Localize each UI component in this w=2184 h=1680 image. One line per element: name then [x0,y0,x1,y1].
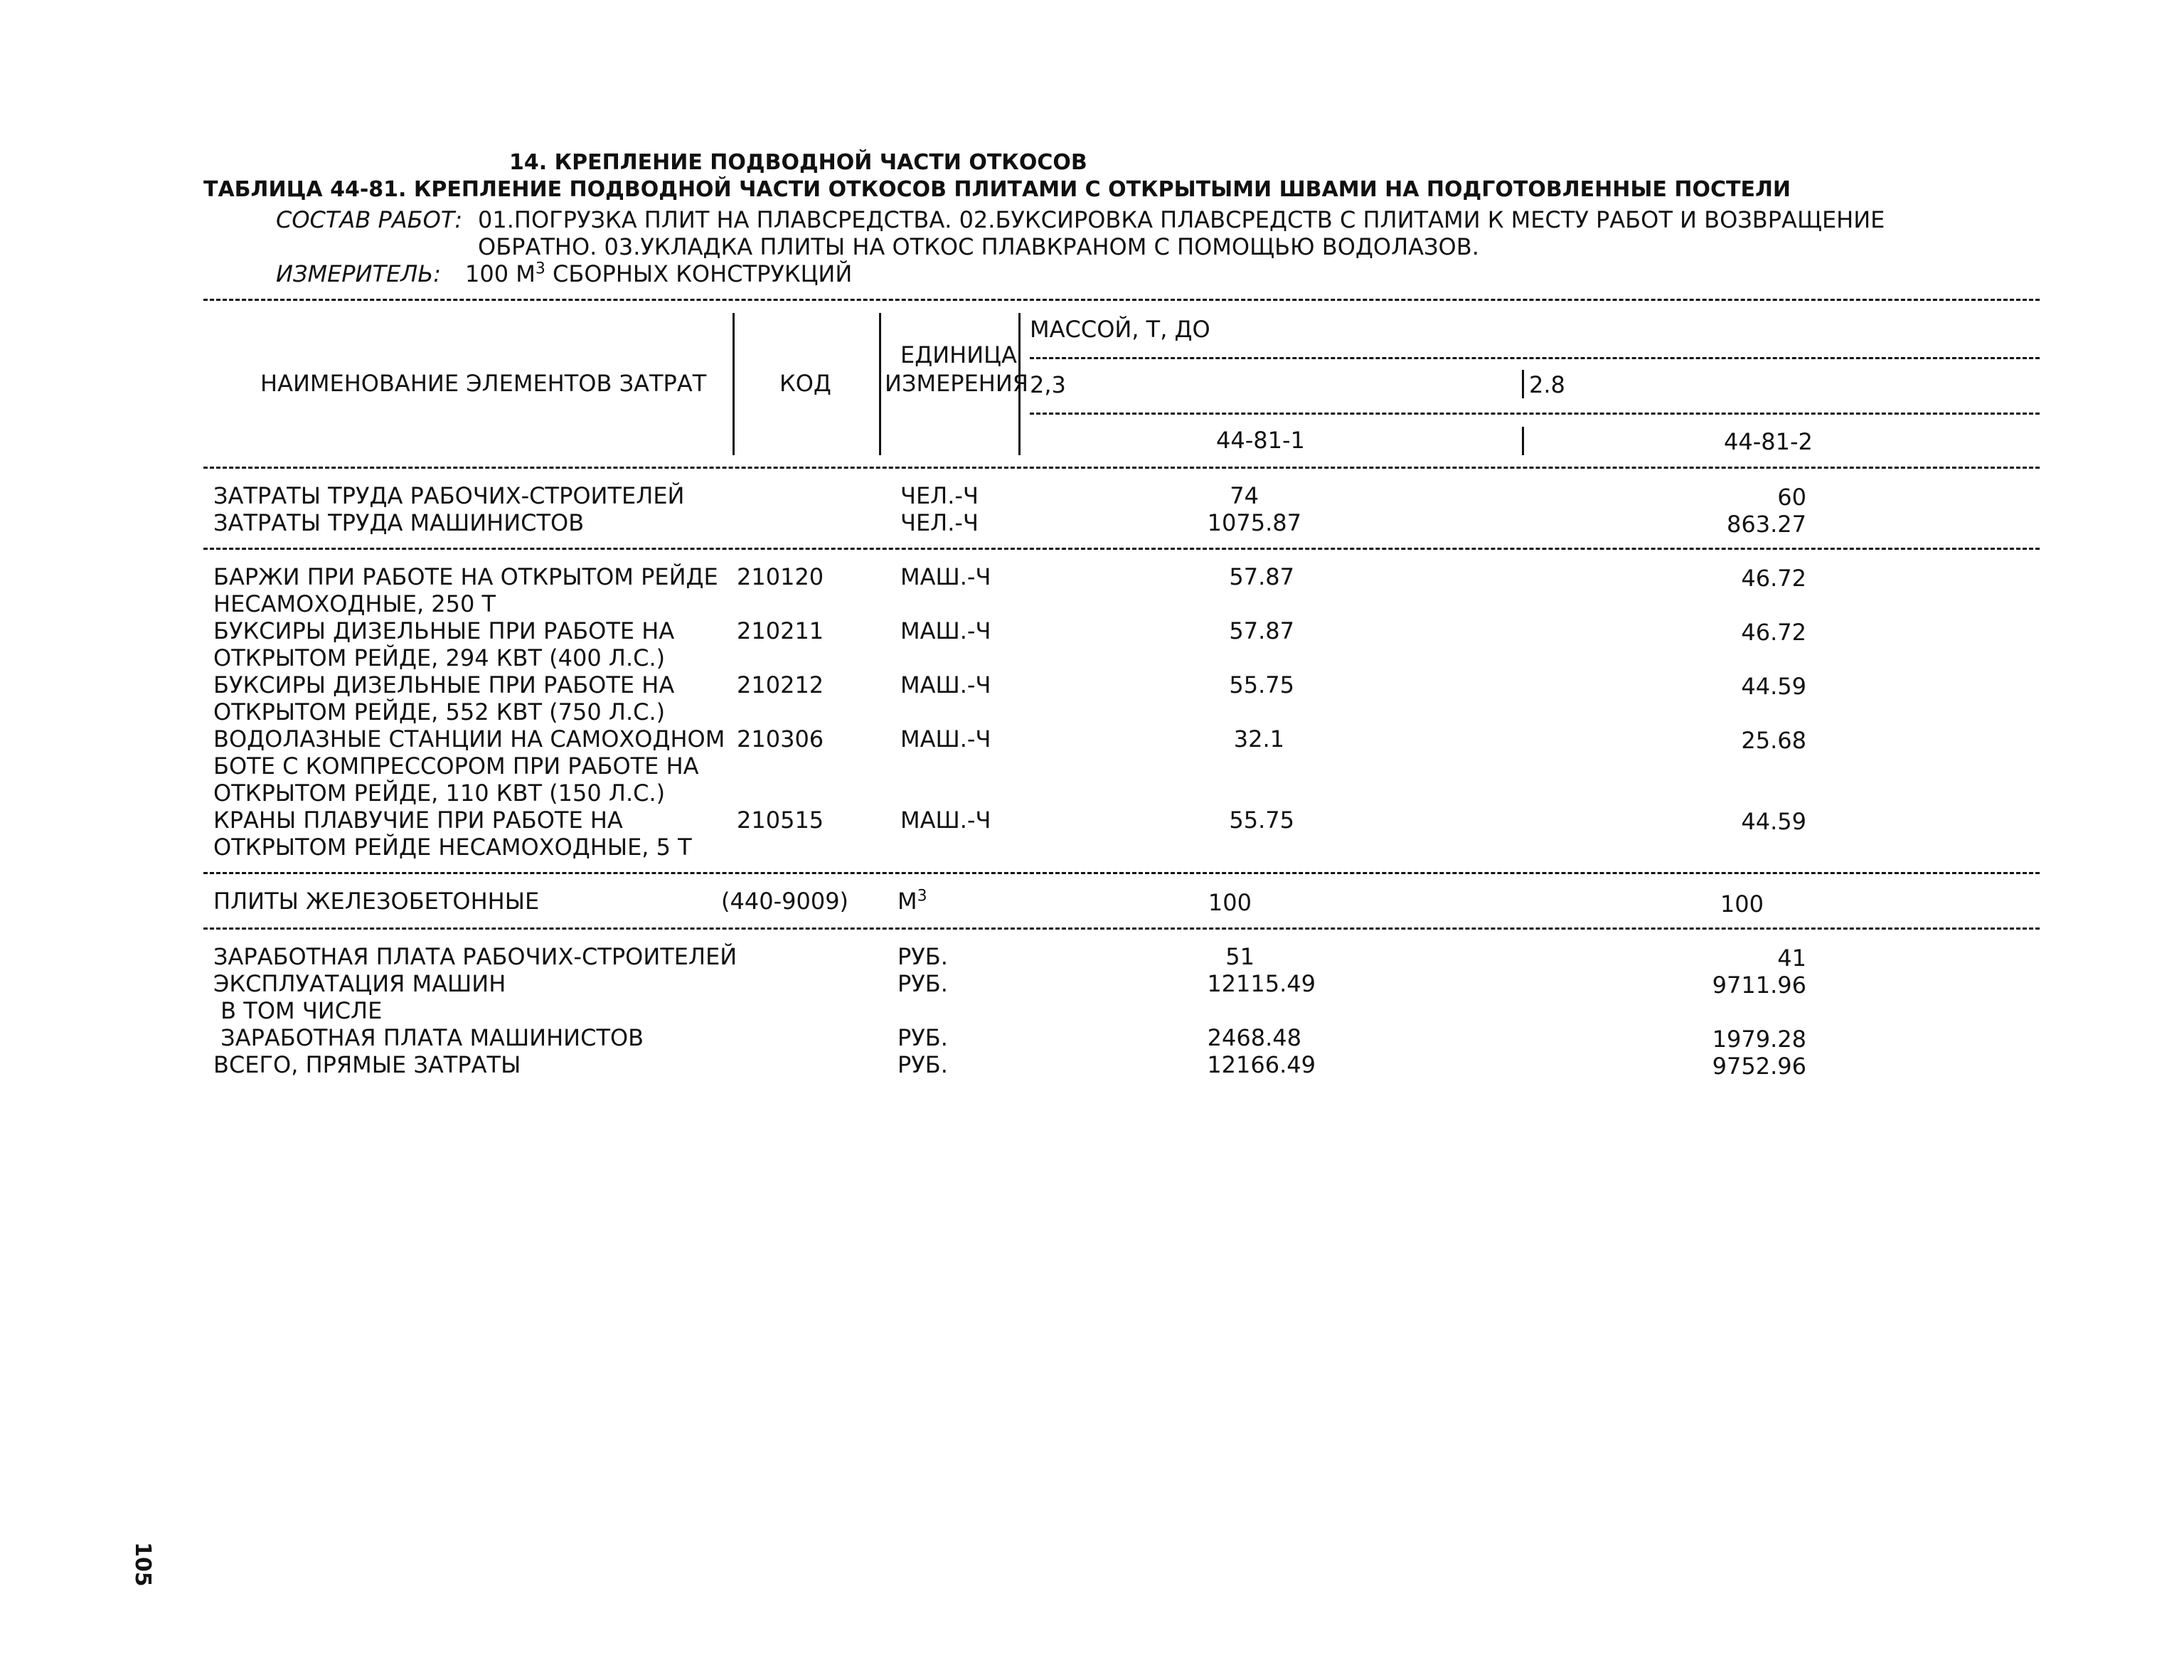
row-name-2: НЕСАМОХОДНЫЕ, 250 Т [213,590,496,617]
row-value-1: 2468.48 [1207,1024,1301,1051]
work-line-2: ОБРАТНО. 03.УКЛАДКА ПЛИТЫ НА ОТКОС ПЛАВКРАНОМ С ПОМОЩЬЮ ВОДОЛАЗОВ. [478,233,1479,260]
rule-top [203,299,2040,301]
row-value-1: 51 [1225,943,1255,970]
meter-label: ИЗМЕРИТЕЛЬ: [276,260,442,287]
row-name-2: ОТКРЫТОМ РЕЙДЕ НЕСАМОХОДНЫЕ, 5 Т [213,834,692,861]
row-name-1: ВОДОЛАЗНЫЕ СТАНЦИИ НА САМОХОДНОМ [213,725,725,753]
row-value-2: 25.68 [1741,727,1806,754]
row-unit: МАШ.-Ч [900,563,991,590]
meter-value: 100 $М^3$ СБОРНЫХ КОНСТРУКЦИЙ [465,260,853,287]
row-value-2: 9711.96 [1712,972,1806,999]
row-value-2: 1979.28 [1712,1026,1806,1053]
row-value-1: 12166.49 [1207,1051,1316,1078]
header-sep-1 [733,313,735,455]
row-name: ПЛИТЫ ЖЕЛЕЗОБЕТОННЫЕ [213,888,540,915]
page-number: 105 [130,1542,155,1587]
row-name-1: КРАНЫ ПЛАВУЧИЕ ПРИ РАБОТЕ НА [213,807,623,834]
row-value-1: 32.1 [1233,725,1284,753]
row-value-1: 57.87 [1229,617,1294,644]
row-unit: $М^3$ [897,887,927,915]
row-name-2: ОТКРЫТОМ РЕЙДЕ, 552 КВТ (750 Л.С.) [213,698,666,725]
row-name-1: БУКСИРЫ ДИЗЕЛЬНЫЕ ПРИ РАБОТЕ НА [213,671,675,698]
row-value-1: 57.87 [1229,563,1294,590]
header-mass-1: 2,3 [1030,371,1066,398]
row-value-2: 44.59 [1741,673,1806,700]
row-code: 210306 [737,725,824,753]
row-unit: ЧЕЛ.-Ч [900,482,979,509]
rule-header [203,467,2040,469]
work-label: СОСТАВ РАБОТ: [276,206,463,233]
rule-material [203,927,2040,930]
header-col-2: 44-81-2 [1724,428,1813,455]
header-rule-2 [1030,413,2040,415]
row-value-2: 46.72 [1741,619,1806,646]
row-code: 210515 [737,807,824,834]
row-name: ЭКСПЛУАТАЦИЯ МАШИН [213,970,506,997]
row-unit: РУБ. [897,970,948,997]
row-name: ЗАРАБОТНАЯ ПЛАТА МАШИНИСТОВ [213,1024,644,1051]
row-unit: РУБ. [897,943,948,970]
row-name: В ТОМ ЧИСЛЕ [213,997,383,1024]
row-name: ЗАТРАТЫ ТРУДА РАБОЧИХ-СТРОИТЕЛЕЙ [213,482,685,509]
row-name: ВСЕГО, ПРЯМЫЕ ЗАТРАТЫ [213,1051,521,1078]
row-name: ЗАТРАТЫ ТРУДА МАШИНИСТОВ [213,509,585,536]
section-title: 14. КРЕПЛЕНИЕ ПОДВОДНОЙ ЧАСТИ ОТКОСОВ [509,150,1087,175]
header-rule-1 [1030,357,2040,359]
row-code: 210212 [737,671,824,698]
row-unit: ЧЕЛ.-Ч [900,509,979,536]
header-name: НАИМЕНОВАНИЕ ЭЛЕМЕНТОВ ЗАТРАТ [260,370,707,397]
row-code: (440-9009) [721,888,849,915]
table-title: ТАБЛИЦА 44-81. КРЕПЛЕНИЕ ПОДВОДНОЙ ЧАСТИ ОТКОСОВ ПЛИТАМИ С ОТКРЫТЫМИ ШВАМИ НА ПОДГОТОВЛЕННЫЕ ПОСТЕЛИ [203,177,1791,202]
row-value-2: 44.59 [1741,808,1806,835]
row-unit: МАШ.-Ч [900,671,991,698]
row-value-1: 74 [1230,482,1259,509]
row-value-2: 863.27 [1727,511,1806,538]
row-name-1: БУКСИРЫ ДИЗЕЛЬНЫЕ ПРИ РАБОТЕ НА [213,617,675,644]
header-mass: МАССОЙ, Т, ДО [1030,316,1210,343]
row-value-1: 55.75 [1229,807,1294,834]
row-name-2: ОТКРЫТОМ РЕЙДЕ, 294 КВТ (400 Л.С.) [213,644,666,671]
row-code: 210120 [737,563,824,590]
header-sep-5 [1522,427,1524,455]
row-value-2: 46.72 [1741,565,1806,592]
row-unit: МАШ.-Ч [900,617,991,644]
header-unit-1: ЕДИНИЦА [900,341,1017,368]
row-code: 210211 [737,617,824,644]
row-unit: МАШ.-Ч [900,807,991,834]
header-sep-4 [1522,370,1524,398]
row-name-3: ОТКРЫТОМ РЕЙДЕ, 110 КВТ (150 Л.С.) [213,780,666,807]
row-unit: РУБ. [897,1051,948,1078]
row-value-2: 60 [1777,484,1806,511]
row-value-2: 100 [1720,890,1764,918]
row-unit: МАШ.-Ч [900,725,991,753]
row-value-2: 9752.96 [1712,1053,1806,1080]
row-unit: РУБ. [897,1024,948,1051]
header-mass-2: 2.8 [1529,371,1565,398]
row-name-1: БАРЖИ ПРИ РАБОТЕ НА ОТКРЫТОМ РЕЙДЕ [213,563,718,590]
work-line-1: 01.ПОГРУЗКА ПЛИТ НА ПЛАВСРЕДСТВА. 02.БУКСИРОВКА ПЛАВСРЕДСТВ С ПЛИТАМИ К МЕСТУ РАБОТ И ВОЗВРАЩЕНИЕ [478,206,1885,233]
header-col-1: 44-81-1 [1216,427,1305,454]
row-value-1: 55.75 [1229,671,1294,698]
row-value-1: 100 [1208,889,1252,916]
header-unit-2: ИЗМЕРЕНИЯ [885,370,1029,397]
header-code: КОД [779,370,831,397]
row-value-1: 12115.49 [1207,970,1316,997]
row-name: ЗАРАБОТНАЯ ПЛАТА РАБОЧИХ-СТРОИТЕЛЕЙ [213,943,737,970]
row-value-2: 41 [1777,945,1806,972]
rule-machines [203,872,2040,874]
rule-labor [203,548,2040,550]
row-name-2: БОТЕ С КОМПРЕССОРОМ ПРИ РАБОТЕ НА [213,753,699,780]
row-value-1: 1075.87 [1207,509,1301,536]
header-sep-2 [879,313,881,455]
